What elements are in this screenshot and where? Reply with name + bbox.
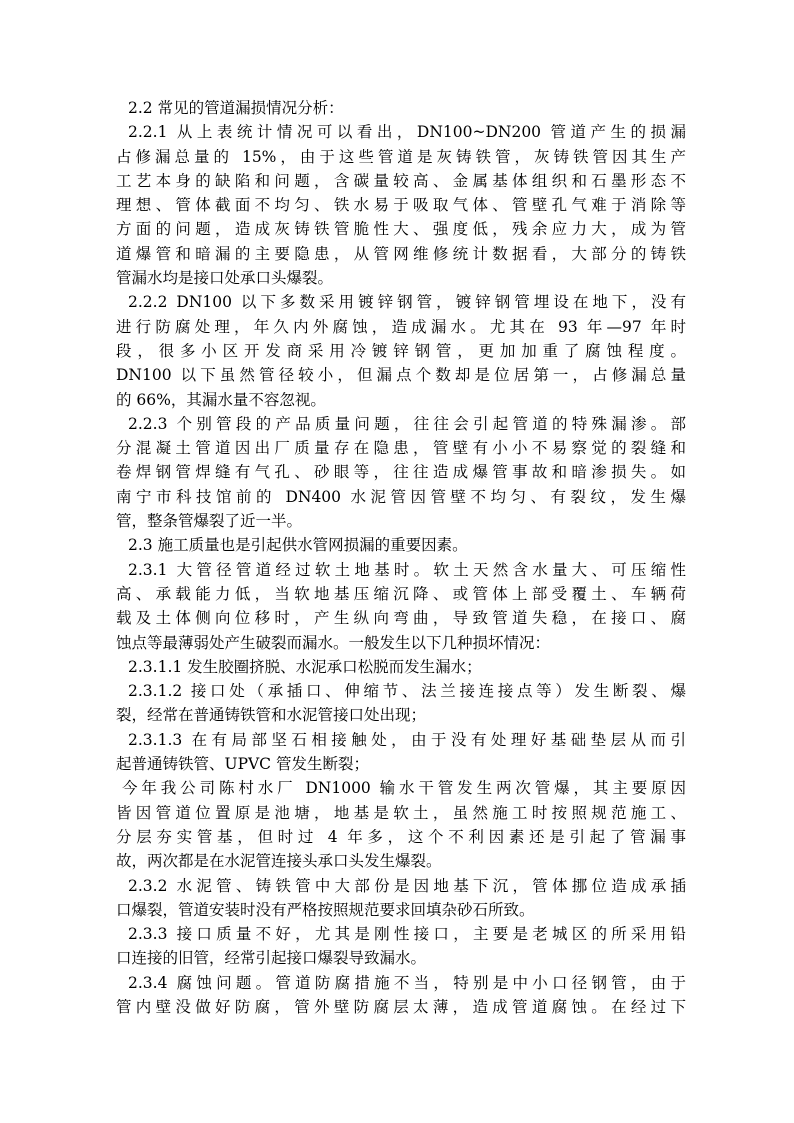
paragraph-line: 高、承载能力低，当软地基压缩沉降、或管体上部受覆土、车辆荷 [116, 584, 686, 603]
paragraph-line: 2.3.1.1 发生胶圈挤脱、水泥承口松脱而发生漏水； [128, 657, 482, 676]
paragraph-line: 的 66%，其漏水量不容忽视。 [116, 390, 326, 409]
paragraph-line: 2.3.2 水泥管、铸铁管中大部份是因地基下沉，管体挪位造成承插 [128, 876, 686, 895]
paragraph-line: 2.3.1.3 在有局部坚石相接触处，由于没有处理好基础垫层从而引 [128, 730, 686, 749]
paragraph-line: 段，很多小区开发商采用冷镀锌钢管，更加加重了腐蚀程度。 [116, 341, 686, 360]
paragraph-line: 管内壁没做好防腐，管外壁防腐层太薄，造成管道腐蚀。在经过下 [116, 997, 686, 1016]
paragraph-line: 分混凝土管道因出厂质量存在隐患，管壁有小小不易察觉的裂缝和 [116, 439, 686, 458]
paragraph-line: 进行防腐处理，年久内外腐蚀，造成漏水。尤其在 93 年—97 年时 [116, 317, 686, 336]
paragraph-line: 南宁市科技馆前的 DN400 水泥管因管壁不均匀、有裂纹，发生爆 [116, 487, 686, 506]
paragraph-line: 2.2.3 个别管段的产品质量问题，往往会引起管道的特殊漏渗。部 [128, 414, 686, 433]
paragraph-line: 载及土体侧向位移时，产生纵向弯曲，导致管道失稳，在接口、腐 [116, 609, 686, 628]
paragraph-line: 皆因管道位置原是池塘，地基是软土，虽然施工时按照规范施工、 [116, 803, 686, 822]
paragraph-line: 2.2.2 DN100 以下多数采用镀锌钢管，镀锌钢管埋设在地下，没有 [128, 293, 686, 312]
paragraph-line: 占修漏总量的 15%，由于这些管道是灰铸铁管，灰铸铁管因其生产 [116, 147, 686, 166]
paragraph-line: 今年我公司陈村水厂 DN1000 输水干管发生两次管爆，其主要原因 [122, 779, 686, 798]
paragraph-line: 管，整条管爆裂了近一半。 [116, 512, 303, 531]
paragraph-line: 2.2.1 从上表统计情况可以看出，DN100~DN200 管道产生的损漏 [128, 123, 686, 142]
paragraph-line: 卷焊钢管焊缝有气孔、砂眼等，往往造成爆管事故和暗渗损失。如 [116, 463, 686, 482]
paragraph-line: 口爆裂，管道安装时没有严格按照规范要求回填杂砂石所致。 [116, 900, 535, 919]
paragraph-line: 理想、管体截面不均匀、铁水易于吸取气体、管壁孔气难于消除等 [116, 196, 686, 215]
paragraph-line: 工艺本身的缺陷和问题，含碳量较高、金属基体组织和石墨形态不 [116, 171, 686, 190]
paragraph-line: 口连接的旧管，经常引起接口爆裂导致漏水。 [116, 949, 427, 968]
paragraph-line: 分层夯实管基，但时过 4 年多，这个不利因素还是引起了管漏事 [116, 827, 686, 846]
paragraph-line: 起普通铸铁管、UPVC 管发生断裂； [116, 755, 369, 774]
paragraph-line: 2.3.1.2 接口处（承插口、伸缩节、法兰接连接点等）发生断裂、爆 [128, 682, 686, 701]
section-heading: 2.3 施工质量也是引起供水管网损漏的重要因素。 [128, 536, 468, 555]
paragraph-line: 管漏水均是接口处承口头爆裂。 [116, 269, 334, 288]
document-body [116, 96, 686, 1019]
paragraph-line: 故，两次都是在水泥管连接头承口头发生爆裂。 [116, 852, 442, 871]
paragraph-line: 裂，经常在普通铸铁管和水泥管接口处出现； [116, 706, 427, 725]
paragraph-line: 2.3.1 大管径管道经过软土地基时。软土天然含水量大、可压缩性 [128, 560, 686, 579]
paragraph-line: 2.3.4 腐蚀问题。管道防腐措施不当，特别是中小口径钢管，由于 [128, 973, 686, 992]
paragraph-line: 蚀点等最薄弱处产生破裂而漏水。一般发生以下几种损坏情况： [116, 633, 551, 652]
paragraph-line: DN100 以下虽然管径较小，但漏点个数却是位居第一，占修漏总量 [116, 366, 686, 385]
paragraph-line: 方面的问题，造成灰铸铁管脆性大、强度低，残余应力大，成为管 [116, 220, 686, 239]
paragraph-line: 2.3.3 接口质量不好，尤其是刚性接口，主要是老城区的所采用铅 [128, 925, 686, 944]
section-heading: 2.2 常见的管道漏损情况分析： [128, 99, 344, 117]
paragraph-line: 道爆管和暗漏的主要隐患，从管网维修统计数据看，大部分的铸铁 [116, 244, 686, 263]
